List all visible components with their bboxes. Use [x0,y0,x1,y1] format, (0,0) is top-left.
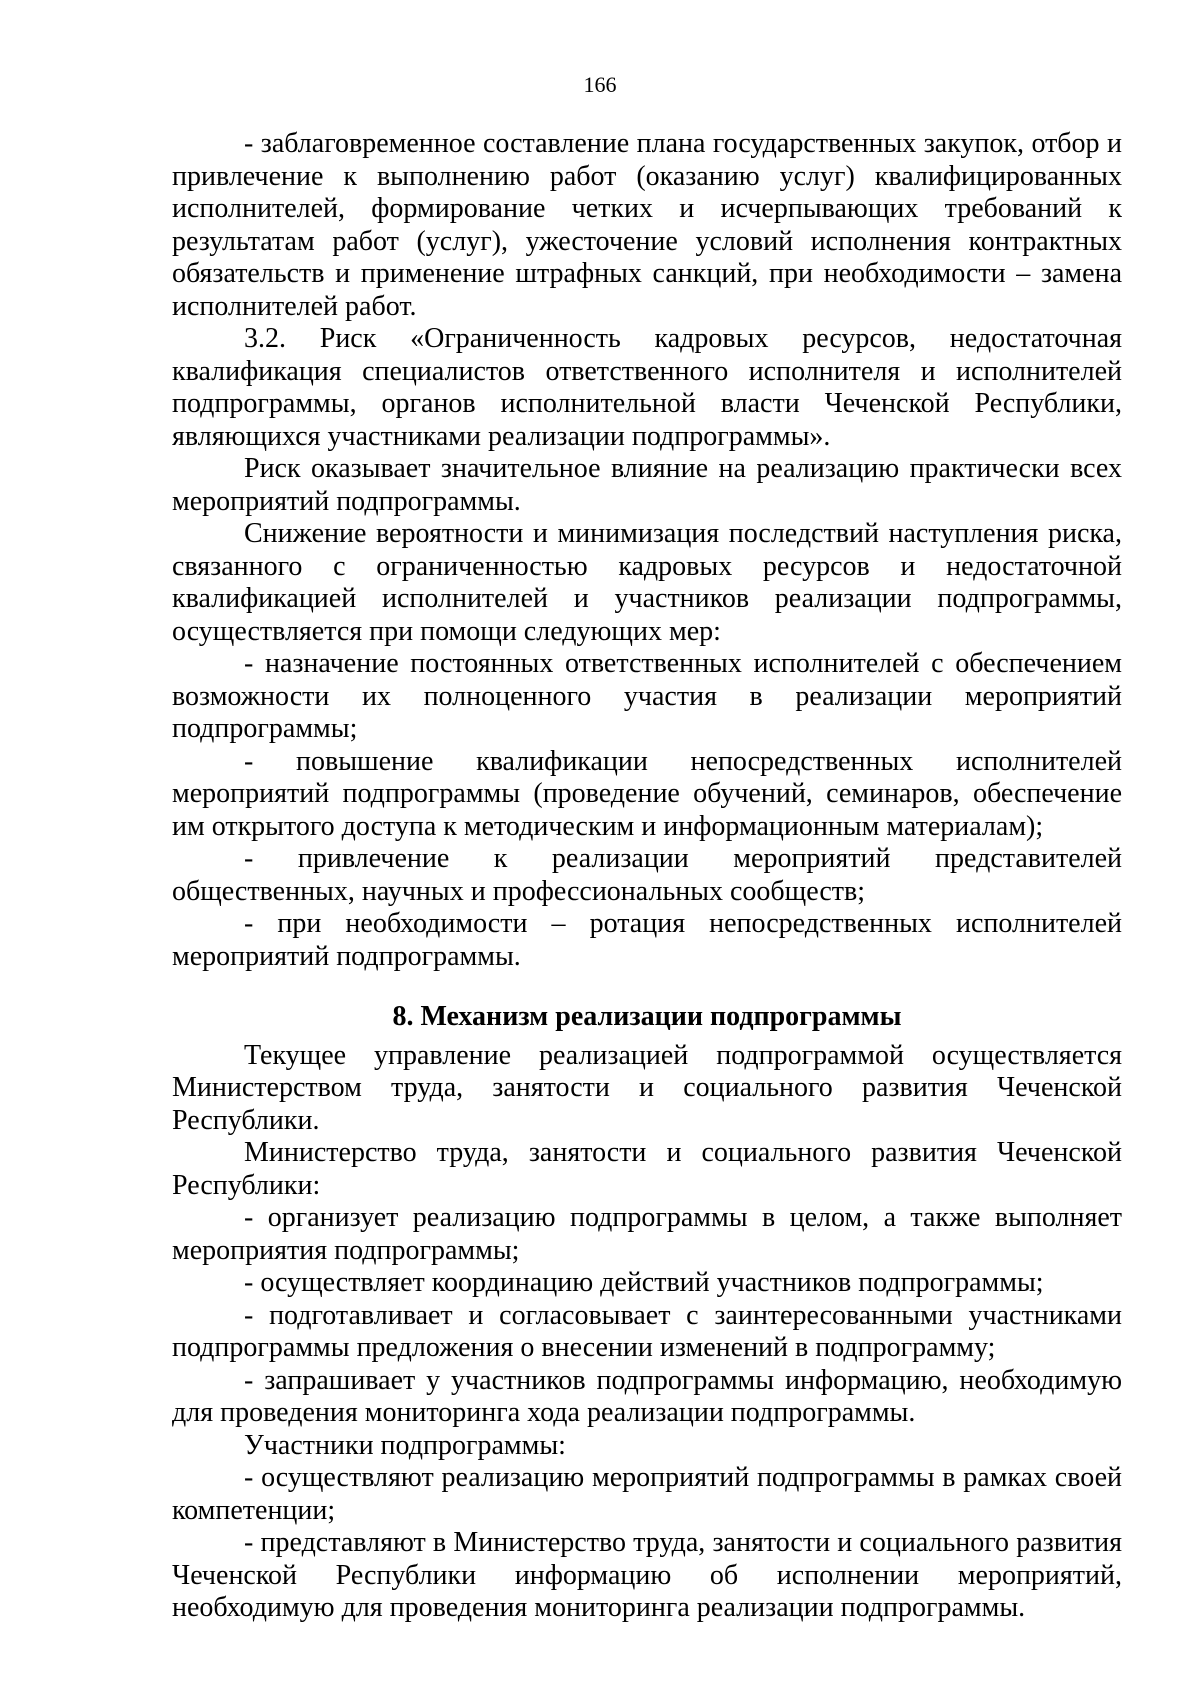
list-item: - осуществляет координацию действий участников подпрограммы; [244,1267,1044,1298]
list-item: - привлечение к реализации мероприятий представителей общественных, научных и профессиональных сообществ; [172,843,1122,907]
list-item: - при необходимости – ротация непосредственных исполнителей мероприятий подпрограммы. [172,908,1122,972]
list-item: - подготавливает и согласовывает с заинтересованными участниками подпрограммы предложения о внесении изменений в подпрограмму; [172,1299,1122,1363]
paragraph: Участники подпрограммы: [244,1429,566,1461]
document-body [172,128,1122,1625]
paragraph: Министерство труда, занятости и социального развития Чеченской Республики: [172,1137,1122,1201]
section-heading: 8. Механизм реализации подпрограммы [392,1001,902,1032]
list-item: - повышение квалификации непосредственных исполнителей мероприятий подпрограммы (проведение обучений, семинаров, обеспечение им открытого доступа к методическим и информационным материалам); [172,745,1122,842]
paragraph: Снижение вероятности и минимизация последствий наступления риска, связанного с ограниченностью кадровых ресурсов и недостаточной квалификацией исполнителей и участников реализации подпрограммы, осуществляется при помощи следующих мер: [172,518,1122,647]
list-item: - назначение постоянных ответственных исполнителей с обеспечением возможности их полноценного участия в реализации мероприятий подпрограммы; [172,648,1122,744]
list-item: - представляют в Министерство труда, занятости и социального развития Чеченской Республики информацию об исполнении мероприятий, необходимую для проведения мониторинга реализации подпрограммы. [172,1527,1122,1623]
page-number: 166 [583,72,617,97]
paragraph: Риск оказывает значительное влияние на реализацию практически всех мероприятий подпрограммы. [172,453,1122,517]
paragraph: 3.2. Риск «Ограниченность кадровых ресурсов, недостаточная квалификация специалистов ответственного исполнителя и исполнителей подпрограммы, органов исполнительной власти Чеченской Республики, являющихся участниками реализации подпрограммы». [172,323,1122,452]
list-item: - осуществляют реализацию мероприятий подпрограммы в рамках своей компетенции; [172,1462,1122,1526]
list-item: - запрашивает у участников подпрограммы информацию, необходимую для проведения мониторинга хода реализации подпрограммы. [172,1364,1122,1428]
paragraph: - заблаговременное составление плана государственных закупок, отбор и привлечение к выполнению работ (оказанию услуг) квалифицированных исполнителей, формирование четких и исчерпывающих требований к результатам работ (услуг), ужесточение условий исполнения контрактных обязательств и применение штрафных санкций, при необходимости – замена исполнителей работ. [172,128,1122,322]
list-item: - организует реализацию подпрограммы в целом, а также выполняет мероприятия подпрограммы; [172,1202,1122,1266]
paragraph: Текущее управление реализацией подпрограммой осуществляется Министерством труда, занятости и социального развития Чеченской Республики. [172,1039,1122,1136]
